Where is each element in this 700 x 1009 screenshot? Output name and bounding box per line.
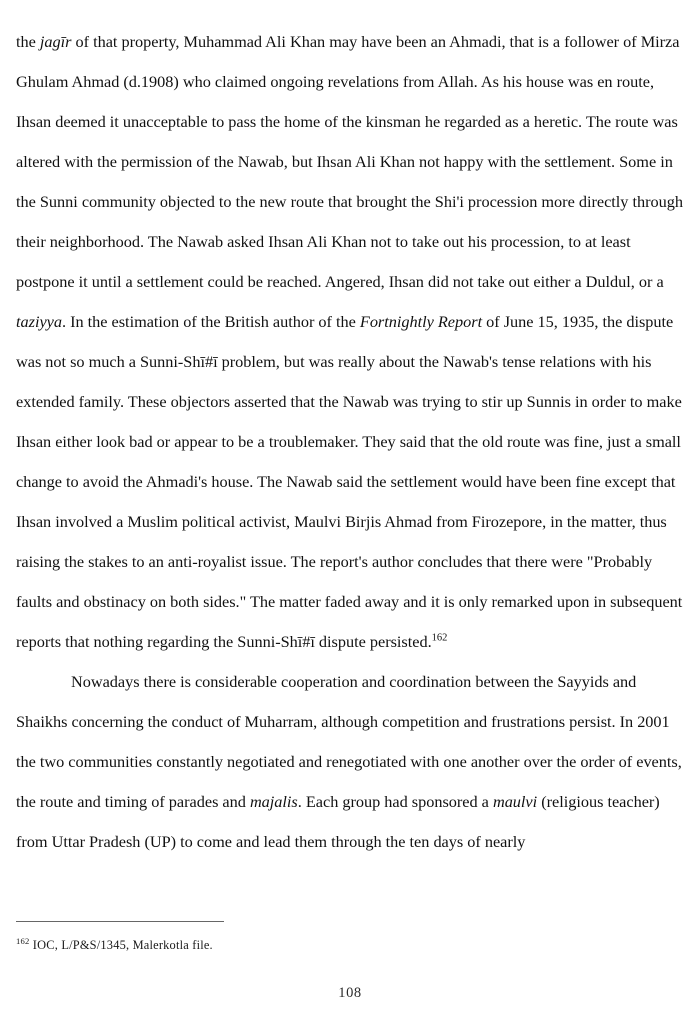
- footnote-marker: 162: [16, 935, 30, 946]
- italic-term: jagīr: [39, 32, 72, 51]
- text-run: the: [16, 32, 40, 51]
- footnote-separator-rule: [16, 921, 224, 922]
- italic-term: maulvi: [492, 792, 538, 811]
- text-run: . In the estimation of the British author of the: [61, 312, 360, 331]
- italic-term: taziyya: [16, 312, 62, 331]
- footnote-entry: [16, 937, 616, 954]
- text-run: . Each group had sponsored a: [297, 792, 493, 811]
- page-number: 108: [338, 985, 362, 1001]
- footnote-reference: 162: [431, 632, 448, 644]
- text-run: (religious teacher) from Uttar Pradesh (UP) to come and lead them through the ten days of nearly: [16, 792, 660, 851]
- italic-term: majalis: [249, 792, 298, 811]
- footnote-citation-text: IOC, L/P&S/1345, Malerkotla file.: [29, 938, 213, 952]
- italic-term: Fortnightly Report: [359, 312, 483, 331]
- text-run: of June 15, 1935, the dispute was not so much a Sunni-Shī#ī problem, but was really about the Nawab's tense relations with his extended family. These objectors asserted that the Nawab was trying to stir up Sunnis in order to make Ihsan either look bad or appear to be a troublemaker. They said that the old route was fine, just a small change to avoid the Ahmadi's house. The Nawab said the settlement would have been fine except that Ihsan involved a Muslim political activist, Maulvi Birjis Ahmad from Firozepore, in the matter, thus raising the stakes to an anti-royalist issue. The report's author concludes that there were "Probably faults and obstinacy on both sides." The matter faded away and it is only remarked upon in subsequent reports that nothing regarding the Sunni-Shī#ī dispute persisted.: [16, 312, 683, 651]
- text-run: of that property, Muhammad Ali Khan may have been an Ahmadi, that is a follower of Mirza Ghulam Ahmad (d.1908) who claimed ongoing revelations from Allah. As his house was en route, Ihsan deemed it unacceptable to pass the home of the kinsman he regarded as a heretic. The route was altered with the permission of the Nawab, but Ihsan Ali Khan not happy with the settlement. Some in the Sunni community objected to the new route that brought the Shi'i procession more directly through their neighborhood. The Nawab asked Ihsan Ali Khan not to take out his procession, to at least postpone it until a settlement could be reached. Angered, Ihsan did not take out either a Duldul, or a: [16, 32, 683, 291]
- text-run: Nowadays there is considerable cooperation and coordination between the Sayyids and Shaikhs concerning the conduct of Muharram, although competition and frustrations persist. In 2001 the two communities constantly negotiated and renegotiated with one another over the order of events, the route and timing of parades and: [16, 672, 682, 811]
- paragraph-1: [16, 22, 686, 662]
- paragraph-2: [16, 662, 686, 862]
- page-body-text: [16, 22, 686, 862]
